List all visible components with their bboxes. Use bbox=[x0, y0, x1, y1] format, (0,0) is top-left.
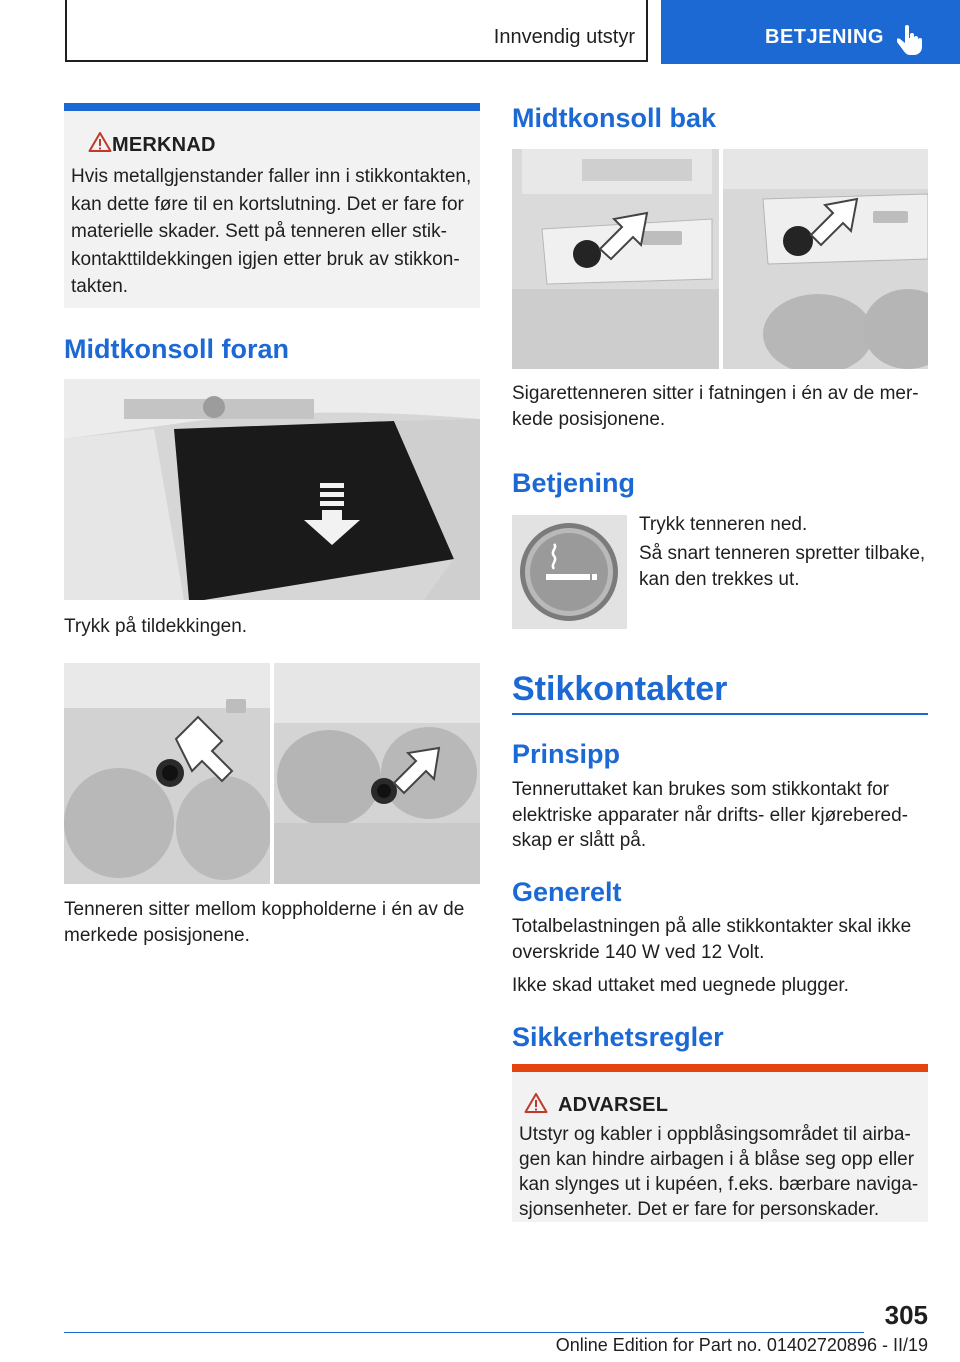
caption-lighter: Tenneren sitter mellom koppholderne i én av de merkede posisjonene. bbox=[64, 899, 465, 946]
footer-rule bbox=[64, 1332, 864, 1333]
principle-text: Tenneruttaket kan brukes som stikkontakt for elektriske apparater når drifts- eller kjørebered- skap er slått på. bbox=[512, 779, 908, 851]
general-text-2: Ikke skad uttaket med uegnede plugger. bbox=[512, 975, 849, 996]
cupholder-lighter-photo-2 bbox=[274, 663, 480, 884]
warning-box bbox=[512, 1064, 928, 1222]
rear-console-photo-2 bbox=[723, 149, 928, 369]
warning-bar bbox=[512, 1064, 928, 1072]
notice-bar bbox=[64, 103, 480, 111]
front-console-cover-photo bbox=[64, 379, 480, 600]
sockets-heading-rule bbox=[512, 713, 928, 715]
front-console-heading: Midtkonsoll foran bbox=[64, 334, 289, 364]
rear-console-photo-1 bbox=[512, 149, 719, 369]
principle-heading: Prinsipp bbox=[512, 739, 621, 769]
sockets-heading: Stikkontakter bbox=[512, 670, 728, 708]
section-title: Innvendig utstyr bbox=[493, 26, 635, 48]
edition-text: Online Edition for Part no. 01402720896 - II/19 bbox=[555, 1335, 928, 1355]
safety-heading: Sikkerhetsregler bbox=[512, 1022, 724, 1052]
general-heading: Generelt bbox=[512, 877, 622, 907]
page-number: 305 bbox=[884, 1300, 928, 1330]
chapter-tab[interactable] bbox=[661, 0, 960, 64]
rear-console-heading: Midtkonsoll bak bbox=[512, 103, 717, 133]
hand-pointer-icon bbox=[897, 25, 923, 60]
lighter-button-icon bbox=[512, 515, 627, 629]
warning-title: ADVARSEL bbox=[558, 1094, 669, 1116]
notice-box bbox=[64, 103, 480, 308]
operation-text: Trykk tenneren ned. Så snart tenneren spretter tilbake, kan den trekkes ut. bbox=[639, 514, 926, 590]
caption-rear: Sigarettenneren sitter i fatningen i én av de mer- kede posisjonene. bbox=[512, 383, 919, 430]
caption-cover: Trykk på tildekkingen. bbox=[64, 616, 248, 637]
warning-triangle-icon bbox=[524, 1092, 548, 1119]
notice-text: Hvis metallgjenstander faller inn i stikkontakten, kan dette føre til en kortslutning. Det er fare for materielle skader. Sett på tenneren eller stik- kontakttildekkingen igjen etter bruk av stikkon- takten. bbox=[71, 166, 472, 297]
cupholder-lighter-photo-1 bbox=[64, 663, 270, 884]
general-text: Totalbelastningen på alle stikkontakter skal ikke overskride 140 W ved 12 Volt. bbox=[512, 916, 912, 963]
warning-text: Utstyr og kabler i oppblåsingsområdet til airba- gen kan hindre airbagen i å blåse seg opp eller kan slynges ut i kupéen, f.eks. bærbare naviga- sjonsenheter. Det er fare for personskader. bbox=[519, 1124, 919, 1220]
warning-triangle-icon bbox=[88, 131, 112, 158]
notice-title: MERKNAD bbox=[112, 134, 216, 156]
chapter-tab-label: BETJENING bbox=[765, 26, 884, 48]
operation-heading: Betjening bbox=[512, 468, 636, 498]
